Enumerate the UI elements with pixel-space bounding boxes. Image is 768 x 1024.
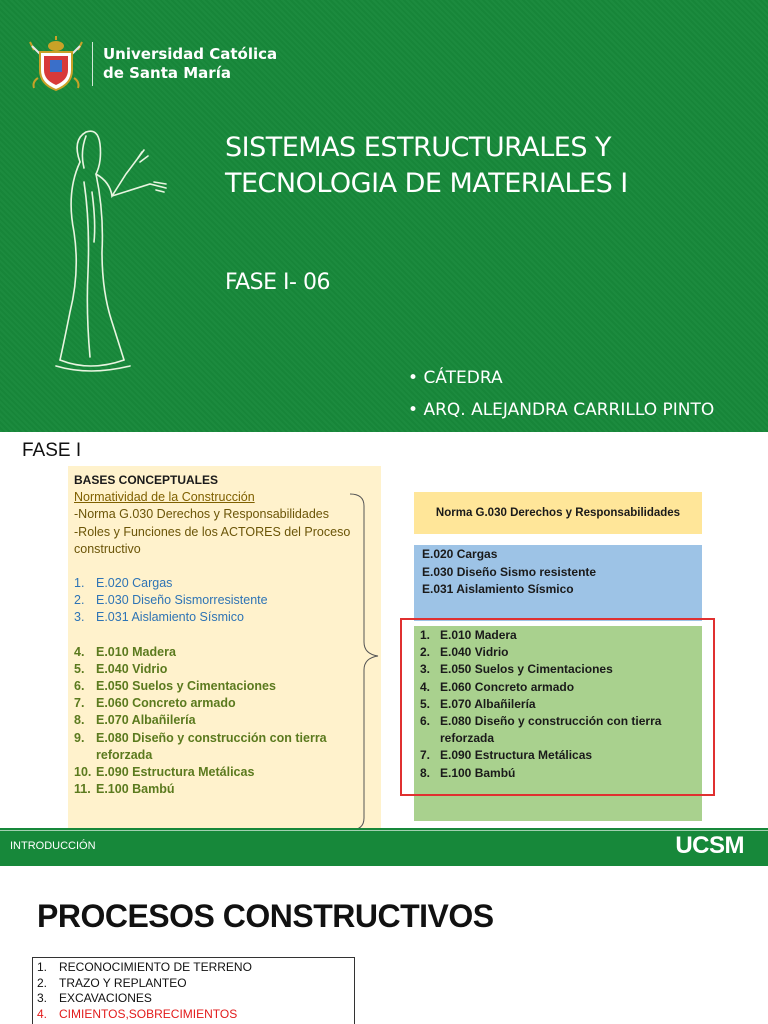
list-item: 9. E.080 Diseño y construcción con tierra bbox=[74, 730, 327, 745]
norm-g030-box: Norma G.030 Derechos y Responsabilidades bbox=[414, 492, 702, 534]
list-item: 7. E.060 Concreto armado bbox=[74, 696, 236, 711]
list-item: 2. E.040 Vidrio bbox=[420, 645, 509, 660]
phase-label: FASE I- 06 bbox=[225, 270, 330, 295]
procesos-slide bbox=[0, 868, 768, 1024]
slide-footer bbox=[0, 828, 768, 866]
conceptual-bases-box bbox=[68, 466, 381, 852]
list-item: 10. E.090 Estructura Metálicas bbox=[74, 765, 255, 780]
list-item: 6. E.080 Diseño y construcción con tierra bbox=[420, 714, 662, 729]
list-item: 5. E.040 Vidrio bbox=[74, 661, 168, 676]
box-line: constructivo bbox=[74, 541, 141, 556]
list-item: reforzada bbox=[96, 747, 153, 762]
virgin-statue-icon bbox=[50, 122, 175, 374]
list-item: 7. E.090 Estructura Metálicas bbox=[420, 748, 593, 763]
list-item: 1. E.020 Cargas bbox=[74, 576, 173, 591]
university-logo bbox=[28, 36, 277, 92]
box-line: -Roles y Funciones de los ACTORES del Proceso bbox=[74, 524, 351, 539]
list-item: 3. E.050 Suelos y Cimentaciones bbox=[420, 662, 613, 677]
footer-logo: UCSM bbox=[675, 832, 744, 859]
norm-line: E.030 Diseño Sismo resistente bbox=[422, 564, 597, 579]
footer-divider bbox=[0, 830, 768, 831]
list-item: 4. E.060 Concreto armado bbox=[420, 679, 575, 694]
university-name-line1: Universidad Católica bbox=[103, 45, 278, 63]
highlight-frame bbox=[400, 618, 715, 796]
slide-title: FASE I bbox=[22, 440, 82, 461]
process-list-box bbox=[32, 957, 355, 1024]
box-subheading: Normatividad de la Construcción bbox=[74, 490, 255, 505]
list-item: 3. E.031 Aislamiento Sísmico bbox=[74, 610, 244, 625]
list-item-highlighted: 4. CIMIENTOS,SOBRECIMIENTOS bbox=[37, 1006, 238, 1021]
process-list bbox=[37, 960, 350, 1022]
footer-section-label: INTRODUCCIÓN bbox=[10, 840, 96, 852]
university-name bbox=[103, 45, 277, 83]
title-line2: TECNOLOGIA DE MATERIALES I bbox=[225, 168, 628, 199]
list-item: 4. E.010 Madera bbox=[74, 644, 176, 659]
list-item: 2. TRAZO Y REPLANTEO bbox=[37, 975, 187, 990]
university-name-line2: de Santa María bbox=[103, 64, 231, 82]
university-crest-icon bbox=[28, 36, 84, 92]
seismic-norms-box bbox=[414, 545, 702, 621]
list-item: 1. E.010 Madera bbox=[420, 628, 517, 642]
list-item: 5. E.070 Albañilería bbox=[420, 696, 536, 711]
list-item: 11. E.100 Bambú bbox=[74, 782, 175, 797]
title-slide bbox=[0, 0, 768, 432]
norm-line: E.031 Aislamiento Sísmico bbox=[422, 582, 574, 596]
fase-slide bbox=[0, 432, 768, 868]
list-item: 8. E.070 Albañilería bbox=[74, 713, 196, 728]
bullet-professor: • ARQ. ALEJANDRA CARRILLO PINTO bbox=[408, 394, 714, 426]
list-item: 6. E.050 Suelos y Cimentaciones bbox=[74, 679, 276, 694]
box-line: -Norma G.030 Derechos y Responsabilidades bbox=[74, 507, 329, 522]
blue-norms-list bbox=[74, 575, 375, 627]
norm-line: E.020 Cargas bbox=[422, 547, 498, 561]
list-item: 1. RECONOCIMIENTO DE TERRENO bbox=[37, 960, 252, 974]
title-line1: SISTEMAS ESTRUCTURALES Y bbox=[225, 132, 612, 163]
list-item: reforzada bbox=[440, 731, 495, 746]
box-heading: BASES CONCEPTUALES bbox=[74, 473, 219, 487]
olive-norms-list bbox=[74, 644, 375, 799]
logo-divider bbox=[92, 42, 93, 86]
bullet-catedra: • CÁTEDRA bbox=[408, 362, 714, 394]
list-item: 8. E.100 Bambú bbox=[420, 765, 516, 780]
list-item: 3. EXCAVACIONES bbox=[37, 991, 152, 1005]
curly-brace-icon bbox=[348, 492, 380, 832]
presentation-title bbox=[225, 130, 745, 202]
author-list bbox=[408, 362, 714, 426]
slide-title: PROCESOS CONSTRUCTIVOS bbox=[37, 898, 494, 934]
list-item: 2. E.030 Diseño Sismorresistente bbox=[74, 593, 268, 608]
